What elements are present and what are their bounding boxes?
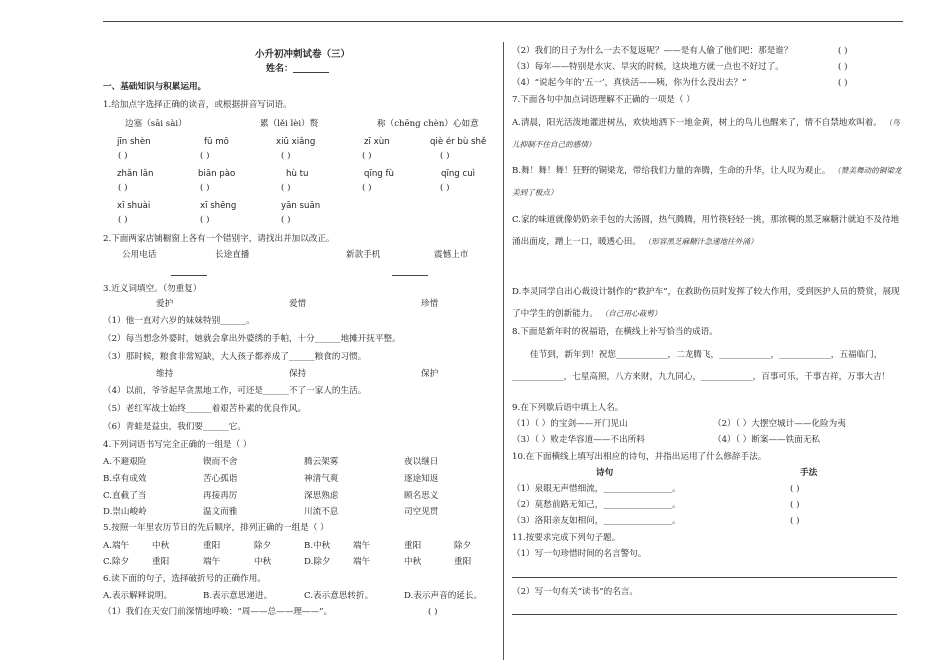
answer-blank[interactable]: ( ): [440, 151, 450, 161]
q9-prompt: 9.在下列歇后语中填上人名。: [512, 403, 624, 413]
q7-option-a[interactable]: [512, 112, 906, 156]
q1-pinyin: xiū xiǎng: [276, 137, 316, 147]
q11-item: （1）写一句珍惜时间的名言警句。: [512, 549, 647, 559]
q6-prompt: 6.读下面的句子，选择破折号的正确作用。: [103, 574, 266, 584]
q10-col-header: 手法: [800, 468, 818, 478]
q4-word: 苦心孤诣: [203, 474, 238, 484]
q4-word: 再接再厉: [203, 491, 238, 501]
q4-word: 顾名思义: [404, 491, 439, 501]
q1-pinyin: qīng cuì: [441, 169, 476, 179]
answer-blank[interactable]: ( ): [362, 151, 372, 161]
q6-item: （1）我们在天安门前深情地呼唤：“周——总——理——”。: [103, 607, 333, 617]
q7-option-d-text: D.李灵同学自出心裁设计制作的“救护车”，在救助伤员时发挥了较大作用，受到医护人员的赞赏，展现了中学生的创新能力。: [512, 287, 900, 319]
q4-word: 夜以继日: [404, 457, 439, 467]
q5-festival: 端午: [353, 557, 371, 567]
q6-item: （4）“说起今年的‘五一’，真快活——咦，你为什么没出去？”: [512, 78, 747, 88]
q6-option: C.表示意思转折。: [304, 591, 374, 601]
q5-option[interactable]: B.中秋: [304, 541, 331, 551]
q5-festival: 重阳: [454, 557, 472, 567]
answer-blank[interactable]: ( ): [790, 500, 800, 510]
q5-festival: 重阳: [203, 541, 221, 551]
q3-sentence: （4）以前，爷爷起早贪黑地工作，可还是______不了一家人的生活。: [103, 386, 367, 396]
answer-blank[interactable]: ( ): [200, 151, 210, 161]
q4-option[interactable]: D.崇山峻岭: [103, 507, 147, 517]
q3-sentence: （3）那时候，粮食非常短缺，大人孩子都养成了______粮食的习惯。: [103, 352, 367, 362]
q5-festival: 重阳: [404, 541, 422, 551]
q5-festival: 除夕: [254, 541, 272, 551]
q5-festival: 端午: [203, 557, 221, 567]
q5-festival: 重阳: [152, 557, 170, 567]
q4-option[interactable]: A.不避艰险: [103, 457, 147, 467]
answer-blank[interactable]: ( ): [790, 484, 800, 494]
answer-line[interactable]: [512, 577, 897, 578]
q10-item[interactable]: （2）莫愁前路无知己，________________。: [512, 500, 681, 510]
q1-pinyin: zhǎn lǎn: [117, 169, 154, 179]
q4-word: 锲而不舍: [203, 457, 238, 467]
q8-prompt: 8.下面是新年时的祝福语，在横线上补写恰当的成语。: [512, 327, 718, 337]
q3-sentence: （5）老红军战士始终______着艰苦朴素的优良作风。: [103, 404, 307, 414]
answer-blank[interactable]: ( ): [118, 215, 128, 225]
word-option: 保护: [421, 369, 439, 379]
word-option: 爱护: [156, 299, 174, 309]
answer-blank[interactable]: ( ): [790, 516, 800, 526]
q7-option-b-note: （赞美舞动的铜梁龙美到了极点）: [512, 166, 902, 197]
q1-choice-2: 累（lěi lèi）赘: [260, 119, 319, 129]
q1-choice-3: 称（chēng chèn）心如意: [377, 119, 479, 129]
q5-festival: 端午: [353, 541, 371, 551]
q1-choice-1: 边塞（sāi sài）: [125, 119, 187, 129]
q7-option-c[interactable]: [512, 209, 906, 253]
q4-option[interactable]: B.卓有成效: [103, 474, 147, 484]
q4-option[interactable]: C.直截了当: [103, 491, 147, 501]
q5-festival: 中秋: [152, 541, 170, 551]
q6-option: A.表示解释说明。: [103, 591, 173, 601]
q7-option-d-note: （自己用心裁剪）: [600, 309, 662, 318]
q7-prompt: 7.下面各句中加点词语理解不正确的一项是（ ）: [512, 95, 695, 105]
q1-pinyin: qīng fù: [364, 169, 394, 179]
word-option: 珍惜: [421, 299, 439, 309]
answer-blank[interactable]: ( ): [362, 183, 372, 193]
q5-festival: 中秋: [254, 557, 272, 567]
answer-blank[interactable]: ( ): [118, 151, 128, 161]
q9-item[interactable]: （2）（ ）大摆空城计——化险为夷: [713, 419, 846, 429]
section-1-heading: 一、基础知识与积累运用。: [103, 82, 207, 92]
q1-pinyin: qiè ér bù shě: [430, 137, 487, 147]
answer-blank[interactable]: ( ): [281, 183, 291, 193]
q5-option[interactable]: C.除夕: [103, 557, 130, 567]
q5-prompt: 5.按照一年里农历节日的先后顺序，排列正确的一组是（ ）: [103, 523, 329, 533]
q11-prompt: 11.按要求完成下列句子题。: [512, 533, 621, 543]
q6-item: （3）每年——特别是水灾、旱灾的时候，这块地方就一点也不好过了。: [512, 62, 784, 72]
q3-sentence: （6）青蛙是益虫，我们要______它。: [103, 422, 246, 432]
q4-word: 温文而雅: [203, 507, 238, 517]
q7-option-b-text: B.舞！舞！舞！狂野的铜梁龙，带给我们力量的奔腾，生命的升华，让人叹为观止。: [512, 166, 831, 176]
q3-prompt: 3.近义词填空。（勿重复）: [103, 284, 202, 294]
answer-blank[interactable]: ( ): [838, 62, 848, 72]
q9-item[interactable]: （3）（ ）败走华容道——不出所料: [512, 435, 645, 445]
q4-word: 深思熟虑: [304, 491, 339, 501]
q4-word: 腾云架雾: [304, 457, 339, 467]
q5-option[interactable]: D.除夕: [304, 557, 331, 567]
q4-word: 司空见贯: [404, 507, 439, 517]
answer-blank[interactable]: ( ): [200, 215, 210, 225]
answer-line[interactable]: [512, 614, 897, 615]
q1-pinyin: fū mō: [204, 137, 229, 147]
answer-line[interactable]: [392, 275, 428, 276]
q4-word: 逐途知返: [404, 474, 439, 484]
q4-word: 川流不息: [304, 507, 339, 517]
q3-sentence: （1）他一直对六岁的妹妹特别______。: [103, 316, 255, 326]
column-divider: [503, 42, 504, 660]
q7-option-c-note: （形容黑芝麻糖汁急速地往外涌）: [643, 237, 758, 246]
answer-blank[interactable]: ( ): [281, 215, 291, 225]
q6-option: D.表示声音的延长。: [404, 591, 483, 601]
q7-option-c-text: C.家的味道就像奶奶亲手包的大汤圆，热气腾腾，用竹筷轻轻一挑，那浓稠的黑芝麻糖汁就迫不及待地涌出面皮，蹭上一口，暖透心田。: [512, 215, 900, 247]
q7-option-a-note: （鸟儿抑制不住自己的感情）: [512, 118, 900, 149]
q10-col-header: 诗句: [596, 468, 614, 478]
q1-prompt: 1.给加点字选择正确的读音，或根据拼音写词语。: [103, 100, 292, 110]
q3-sentence: （2）每当想念外婆时，她就会拿出外婆绣的手帕，十分______地摊开抚平整。: [103, 334, 401, 344]
word-option: 保持: [289, 369, 307, 379]
q11-item: （2）写一句有关“读书”的名言。: [512, 587, 638, 597]
shop-sign: 公用电话: [122, 250, 157, 260]
q2-prompt: 2.下面两家店铺橱窗上各有一个错别字，请找出并加以改正。: [103, 234, 335, 244]
q5-festival: 中秋: [404, 557, 422, 567]
q1-pinyin: hù tu: [286, 169, 309, 179]
q1-pinyin: zī xùn: [364, 137, 390, 147]
q4-prompt: 4.下列词语书写完全正确的一组是（ ）: [103, 440, 252, 450]
answer-blank[interactable]: ( ): [838, 46, 848, 56]
q7-option-a-text: A.清晨，阳光活泼地灌进树丛，欢快地洒下一地金黄，树上的鸟儿也醒来了，情不自禁地欢叫着。: [512, 118, 882, 128]
q6-item: （2）我们的日子为什么一去不复返呢？——是有人偷了他们吧：那是谁？: [512, 46, 793, 56]
q1-pinyin: jīn shèn: [117, 137, 151, 147]
answer-blank[interactable]: ( ): [200, 183, 210, 193]
q10-item[interactable]: （3）洛阳亲友如相问，________________。: [512, 516, 681, 526]
q5-option[interactable]: A.端午: [103, 541, 130, 551]
q4-word: 神清气爽: [304, 474, 339, 484]
word-option: 爱惜: [289, 299, 307, 309]
answer-blank[interactable]: ( ): [440, 183, 450, 193]
q1-pinyin: biān pào: [198, 169, 236, 179]
shop-sign: 震憾上市: [434, 250, 469, 260]
q10-prompt: 10.在下面横线上填写出相应的诗句，并指出运用了什么修辞手法。: [512, 452, 767, 462]
q7-option-b[interactable]: [512, 160, 906, 204]
word-option: 维持: [156, 369, 174, 379]
q1-pinyin: yān suān: [281, 201, 321, 211]
answer-blank[interactable]: ( ): [838, 78, 848, 88]
q8-text[interactable]: 佳节到，新年到！祝您____________，二龙腾飞，____________，____________，五福临门，____________，七星高照，八方来财，九九同心，____________，百事可乐，千事吉祥，万事大吉！: [512, 350, 891, 382]
q6-option: B.表示意思递进。: [203, 591, 273, 601]
name-label: 姓名：________: [266, 64, 330, 74]
answer-line[interactable]: [171, 275, 207, 276]
answer-blank[interactable]: ( ): [118, 183, 128, 193]
answer-blank[interactable]: ( ): [428, 607, 438, 617]
top-rule: [103, 21, 903, 22]
shop-sign: 长途直播: [215, 250, 250, 260]
q1-pinyin: xī shēng: [200, 201, 237, 211]
page-title: 小升初冲刺试卷（三）: [255, 49, 351, 60]
q7-option-d[interactable]: [512, 281, 906, 325]
q9-item[interactable]: （4）（ ）断案——铁面无私: [713, 435, 821, 445]
shop-sign: 新款手机: [346, 250, 381, 260]
q1-pinyin: xī shuài: [117, 201, 151, 211]
q5-festival: 除夕: [454, 541, 472, 551]
answer-blank[interactable]: ( ): [281, 151, 291, 161]
q10-item[interactable]: （1）泉眼无声惜细流，________________。: [512, 484, 681, 494]
q9-item[interactable]: （1）（ ）的宝剑——开门见山: [512, 419, 628, 429]
